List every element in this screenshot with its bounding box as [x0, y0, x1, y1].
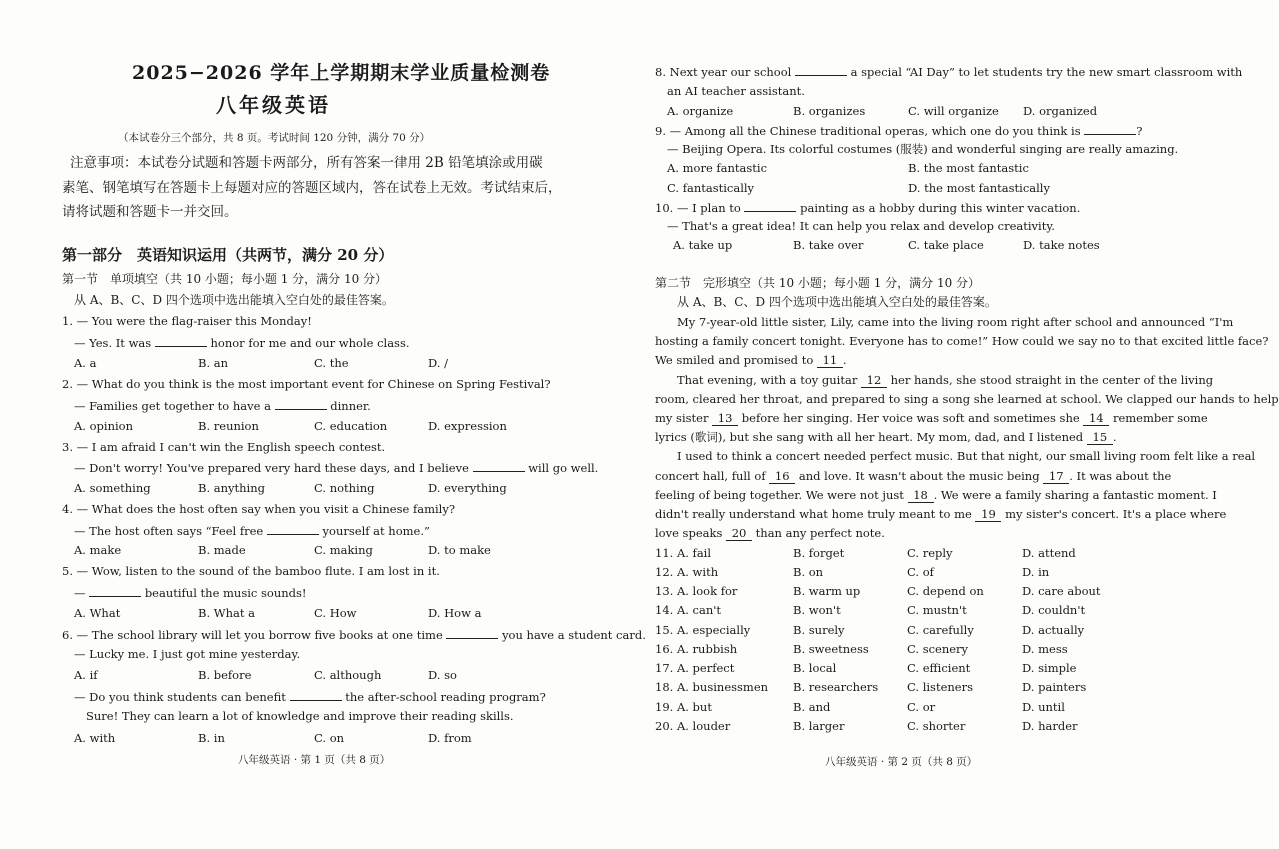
- q5-option-c[interactable]: C. How: [314, 606, 357, 620]
- q4-reply: — The host often says “Feel free yourself at home.”: [74, 524, 430, 538]
- blank-20: 20: [726, 526, 752, 541]
- cloze-option-d[interactable]: D. in: [1022, 565, 1050, 579]
- q2-stem: 2. — What do you think is the most important event for Chinese on Spring Festival?: [62, 377, 551, 391]
- blank-12: 12: [861, 373, 887, 388]
- q4-stem: 4. — What does the host often say when you visit a Chinese family?: [62, 502, 456, 516]
- cloze-option-c[interactable]: C. reply: [907, 546, 953, 560]
- blank-11: 11: [817, 353, 843, 368]
- cloze-option-a[interactable]: 12. A. with: [655, 565, 719, 579]
- q8-option-d[interactable]: D. organized: [1023, 104, 1098, 118]
- q5-stem: 5. — Wow, listen to the sound of the bamboo flute. I am lost in it.: [62, 564, 440, 578]
- notice-line-1: 注意事项：本试卷分试题和答题卡两部分，所有答案一律用 2B 铅笔填涂或用碳: [70, 155, 543, 171]
- q1-option-c[interactable]: C. the: [314, 356, 349, 370]
- q7-option-c[interactable]: C. on: [314, 731, 345, 745]
- cloze-option-a[interactable]: 13. A. look for: [655, 584, 738, 598]
- q3-option-d[interactable]: D. everything: [428, 481, 507, 495]
- q1-reply: — Yes. It was honor for me and our whole class.: [74, 336, 410, 350]
- q8-option-a[interactable]: A. organize: [667, 104, 734, 118]
- passage-line: My 7-year-old little sister, Lily, came into the living room right after school and announced “I'm: [677, 315, 1234, 329]
- q6-option-b[interactable]: B. before: [198, 668, 252, 682]
- q2-option-a[interactable]: A. opinion: [74, 419, 133, 433]
- q8-stem: 8. Next year our school a special “AI Day” to let students try the new smart classroom with: [655, 65, 1243, 79]
- passage-line: I used to think a concert needed perfect music. But that night, our small living room felt like a real: [677, 449, 1256, 463]
- q6-reply: — Lucky me. I just got mine yesterday.: [74, 647, 301, 661]
- section1-instruction: 从 A、B、C、D 四个选项中选出能填入空白处的最佳答案。: [74, 293, 394, 307]
- cloze-option-b[interactable]: B. researchers: [793, 680, 879, 694]
- passage-line: room, cleared her throat, and prepared to sing a song she learned at school. We clapped our hands to help: [655, 392, 1279, 406]
- q5-option-a[interactable]: A. What: [74, 606, 121, 620]
- q10-stem: 10. — I plan to painting as a hobby during this winter vacation.: [655, 201, 1081, 215]
- passage-line: That evening, with a toy guitar 12 her hands, she stood straight in the center of the living: [677, 373, 1214, 387]
- q8-option-c[interactable]: C. will organize: [908, 104, 999, 118]
- cloze-option-b[interactable]: B. sweetness: [793, 642, 869, 656]
- q9-reply: — Beijing Opera. Its colorful costumes (服装) and wonderful singing are really amazing.: [667, 142, 1179, 156]
- section2-instruction: 从 A、B、C、D 四个选项中选出能填入空白处的最佳答案。: [677, 295, 997, 309]
- page-footer-right: 八年级英语 · 第 2 页（共 8 页）: [825, 756, 978, 768]
- q10-reply: — That's a great idea! It can help you relax and develop creativity.: [667, 219, 1055, 233]
- section2-title: 第二节 完形填空（共 10 小题；每小题 1 分，满分 10 分）: [655, 276, 981, 290]
- notice-line-3: 请将试题和答题卡一并交回。: [62, 204, 238, 220]
- notice-line-2: 素笔、钢笔填写在答题卡上每题对应的答题区域内，答在试卷上无效。考试结束后，: [62, 180, 562, 196]
- q3-stem: 3. — I am afraid I can't win the English speech contest.: [62, 440, 386, 454]
- cloze-option-a[interactable]: 16. A. rubbish: [655, 642, 738, 656]
- cloze-option-d[interactable]: D. harder: [1022, 719, 1078, 733]
- q2-option-b[interactable]: B. reunion: [198, 419, 259, 433]
- q10-option-b[interactable]: B. take over: [793, 238, 864, 252]
- cloze-option-d[interactable]: D. attend: [1022, 546, 1076, 560]
- q4-option-c[interactable]: C. making: [314, 543, 373, 557]
- cloze-option-b[interactable]: B. forget: [793, 546, 845, 560]
- cloze-option-c[interactable]: C. depend on: [907, 584, 984, 598]
- q4-option-b[interactable]: B. made: [198, 543, 246, 557]
- passage-line: love speaks 20 than any perfect note.: [655, 526, 885, 540]
- cloze-option-d[interactable]: D. care about: [1022, 584, 1101, 598]
- exam-note: （本试卷分三个部分，共 8 页。考试时间 120 分钟，满分 70 分）: [118, 132, 431, 144]
- blank-17: 17: [1043, 469, 1069, 484]
- q10-option-d[interactable]: D. take notes: [1023, 238, 1100, 252]
- passage-line: hosting a family concert tonight. Everyone has to come!” How could we say no to that excited little face?: [655, 334, 1269, 348]
- passage-line: didn't really understand what home truly meant to me 19 my sister's concert. It's a place where: [655, 507, 1227, 521]
- passage-line: my sister 13 before her singing. Her voice was soft and sometimes she 14 remember some: [655, 411, 1208, 425]
- cloze-option-a[interactable]: 20. A. louder: [655, 719, 731, 733]
- cloze-option-b[interactable]: B. local: [793, 661, 837, 675]
- cloze-option-b[interactable]: B. on: [793, 565, 824, 579]
- q3-option-a[interactable]: A. something: [74, 481, 151, 495]
- q5-option-b[interactable]: B. What a: [198, 606, 255, 620]
- blank-18: 18: [908, 488, 934, 503]
- cloze-option-a[interactable]: 19. A. but: [655, 700, 712, 714]
- passage-line: concert hall, full of 16 and love. It wasn't about the music being 17 . It was about the: [655, 469, 1172, 483]
- exam-title: 2025−2026 学年上学期期末学业质量检测卷: [132, 62, 551, 84]
- q9-option-b[interactable]: B. the most fantastic: [908, 161, 1029, 175]
- cloze-option-d[interactable]: D. simple: [1022, 661, 1077, 675]
- q7-option-d[interactable]: D. from: [428, 731, 472, 745]
- q7-option-a[interactable]: A. with: [74, 731, 116, 745]
- cloze-option-a[interactable]: 18. A. businessmen: [655, 680, 769, 694]
- cloze-option-c[interactable]: C. scenery: [907, 642, 969, 656]
- cloze-option-b[interactable]: B. surely: [793, 623, 845, 637]
- q4-option-a[interactable]: A. make: [74, 543, 122, 557]
- cloze-option-c[interactable]: C. carefully: [907, 623, 974, 637]
- blank-19: 19: [975, 507, 1001, 522]
- q1-stem: 1. — You were the flag-raiser this Monday!: [62, 314, 312, 328]
- q8-stem-cont: an AI teacher assistant.: [667, 84, 805, 98]
- q3-option-b[interactable]: B. anything: [198, 481, 265, 495]
- q6-option-d[interactable]: D. so: [428, 668, 457, 682]
- q5-option-d[interactable]: D. How a: [428, 606, 482, 620]
- passage-line: We smiled and promised to 11 .: [655, 353, 847, 367]
- cloze-option-d[interactable]: D. mess: [1022, 642, 1068, 656]
- q2-reply: — Families get together to have a dinner.: [74, 399, 371, 413]
- q8-option-b[interactable]: B. organizes: [793, 104, 866, 118]
- blank-16: 16: [769, 469, 795, 484]
- q3-reply: — Don't worry! You've prepared very hard these days, and I believe will go well.: [74, 461, 599, 475]
- cloze-option-b[interactable]: B. larger: [793, 719, 845, 733]
- q2-option-c[interactable]: C. education: [314, 419, 388, 433]
- q7-option-b[interactable]: B. in: [198, 731, 225, 745]
- q9-option-c[interactable]: C. fantastically: [667, 181, 755, 195]
- q1-option-a[interactable]: A. a: [74, 356, 97, 370]
- q9-stem: 9. — Among all the Chinese traditional operas, which one do you think is ?: [655, 124, 1143, 138]
- cloze-option-c[interactable]: C. or: [907, 700, 936, 714]
- page-footer-left: 八年级英语 · 第 1 页（共 8 页）: [238, 754, 391, 766]
- q3-option-c[interactable]: C. nothing: [314, 481, 375, 495]
- q10-option-a[interactable]: A. take up: [673, 238, 733, 252]
- cloze-option-c[interactable]: C. efficient: [907, 661, 971, 675]
- q6-option-c[interactable]: C. although: [314, 668, 382, 682]
- part1-title: 第一部分 英语知识运用（共两节，满分 20 分）: [62, 246, 394, 264]
- q5-reply: — beautiful the music sounds!: [74, 586, 307, 600]
- cloze-option-a[interactable]: 11. A. fail: [655, 546, 712, 560]
- cloze-option-c[interactable]: C. mustn't: [907, 603, 967, 617]
- blank-14: 14: [1083, 411, 1109, 426]
- exam-subtitle: 八年级英语: [216, 93, 331, 117]
- cloze-option-b[interactable]: B. warm up: [793, 584, 861, 598]
- q10-option-c[interactable]: C. take place: [908, 238, 984, 252]
- cloze-option-d[interactable]: D. couldn't: [1022, 603, 1086, 617]
- q4-option-d[interactable]: D. to make: [428, 543, 491, 557]
- q1-option-b[interactable]: B. an: [198, 356, 229, 370]
- cloze-option-b[interactable]: B. won't: [793, 603, 841, 617]
- q6-stem: 6. — The school library will let you borrow five books at one time you have a student card.: [62, 628, 646, 642]
- q9-option-d[interactable]: D. the most fantastically: [908, 181, 1050, 195]
- cloze-option-c[interactable]: C. listeners: [907, 680, 973, 694]
- cloze-option-a[interactable]: 17. A. perfect: [655, 661, 735, 675]
- cloze-option-a[interactable]: 14. A. can't: [655, 603, 722, 617]
- q1-option-d[interactable]: D. /: [428, 356, 448, 370]
- cloze-option-d[interactable]: D. until: [1022, 700, 1065, 714]
- cloze-option-b[interactable]: B. and: [793, 700, 831, 714]
- cloze-option-c[interactable]: C. shorter: [907, 719, 966, 733]
- q7-stem: — Do you think students can benefit the after-school reading program?: [74, 690, 546, 704]
- q9-option-a[interactable]: A. more fantastic: [667, 161, 768, 175]
- blank-15: 15: [1087, 430, 1113, 445]
- q6-option-a[interactable]: A. if: [74, 668, 98, 682]
- cloze-option-a[interactable]: 15. A. especially: [655, 623, 751, 637]
- passage-line: feeling of being together. We were not just 18 . We were a family sharing a fantastic moment. I: [655, 488, 1217, 502]
- cloze-option-d[interactable]: D. painters: [1022, 680, 1087, 694]
- cloze-option-c[interactable]: C. of: [907, 565, 934, 579]
- passage-line: lyrics (歌词), but she sang with all her heart. My mom, dad, and I listened 15 .: [655, 430, 1117, 444]
- cloze-option-d[interactable]: D. actually: [1022, 623, 1085, 637]
- q7-reply: Sure! They can learn a lot of knowledge and improve their reading skills.: [86, 709, 514, 723]
- blank-13: 13: [712, 411, 738, 426]
- section1-title: 第一节 单项填空（共 10 小题；每小题 1 分，满分 10 分）: [62, 272, 388, 286]
- q2-option-d[interactable]: D. expression: [428, 419, 507, 433]
